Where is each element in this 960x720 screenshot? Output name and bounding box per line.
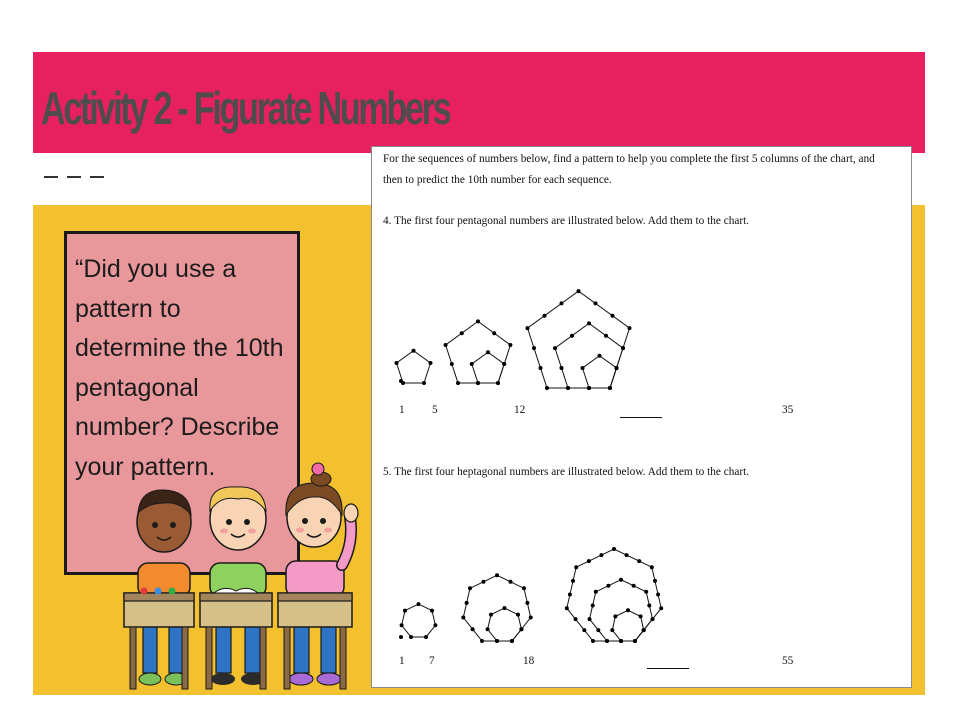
heptagonal-label: 7 bbox=[429, 655, 435, 667]
heptagon-figure-3-dot bbox=[486, 627, 490, 631]
heptagon-figure-4-dot bbox=[632, 584, 636, 588]
heptagon-figure-4-dot bbox=[610, 628, 614, 632]
worksheet-intro-line-2: then to predict the 10th number for each sequence. bbox=[383, 174, 612, 186]
heptagon-figure-3-dot bbox=[510, 639, 514, 643]
pentagon-figure-4-dot bbox=[577, 289, 581, 293]
heptagon-figure-4-dot bbox=[587, 559, 591, 563]
kid-middle bbox=[210, 487, 266, 685]
heptagon-figure-2-ring bbox=[402, 604, 436, 637]
heptagon-figure-3-dot bbox=[509, 580, 513, 584]
slide-title: Activity 2 - Figurate Numbers bbox=[41, 82, 450, 134]
pentagon-figure-4-dot bbox=[594, 301, 598, 305]
heptagon-figure-4-dot bbox=[656, 593, 660, 597]
pentagon-figure-4-dot bbox=[581, 366, 585, 370]
heptagonal-answer-blank bbox=[647, 668, 689, 669]
heptagon-figure-4-dot bbox=[642, 628, 646, 632]
pentagon-figure-3-ring bbox=[446, 321, 511, 383]
heptagon-figure-3-dot bbox=[482, 580, 486, 584]
pentagon-figure-3-dot bbox=[476, 319, 480, 323]
heptagon-figure-4-dot bbox=[659, 606, 663, 610]
pentagon-figure-3-dot bbox=[502, 362, 506, 366]
heptagon-figure-2-dot bbox=[424, 635, 428, 639]
heptagon-figure-2-dot bbox=[433, 623, 437, 627]
heptagon-figure-4-dot bbox=[571, 579, 575, 583]
pentagon-figure-3-dot bbox=[492, 331, 496, 335]
heptagonal-label: 1 bbox=[399, 655, 405, 667]
pentagonal-label: 12 bbox=[514, 404, 526, 416]
pentagon-figure-4-dot bbox=[543, 314, 547, 318]
dash bbox=[90, 176, 104, 178]
pentagon-figure-4-dot bbox=[608, 386, 612, 390]
heptagon-figure-2-dot bbox=[409, 635, 413, 639]
heptagonal-label: 55 bbox=[782, 655, 794, 667]
heptagon-figure-4-dot bbox=[626, 608, 630, 612]
heptagon-figure-3-dot bbox=[522, 586, 526, 590]
heptagon-figure-4-dot bbox=[605, 639, 609, 643]
pentagon-figure-4-dot bbox=[553, 346, 557, 350]
pentagon-figure-3-dot bbox=[460, 331, 464, 335]
heptagonal-label: 18 bbox=[523, 655, 535, 667]
pentagon-figure-3-dot bbox=[508, 343, 512, 347]
pentagon-figure-4-dot bbox=[526, 326, 530, 330]
heptagon-figure-4-dot bbox=[574, 617, 578, 621]
heptagon-figure-4-dot bbox=[633, 639, 637, 643]
heptagon-figure-4-dot bbox=[619, 639, 623, 643]
worksheet-intro-line-1: For the sequences of numbers below, find a pattern to help you complete the first 5 columns of the chart, and bbox=[383, 153, 875, 165]
heptagon-figure-1-dot bbox=[399, 635, 403, 639]
pentagon-figure-2-dot bbox=[412, 349, 416, 353]
heptagon-figure-3-dot bbox=[471, 627, 475, 631]
heptagon-figure-2-dot bbox=[430, 609, 434, 613]
heptagon-figure-2-dot bbox=[417, 602, 421, 606]
desks bbox=[124, 588, 352, 690]
kids-at-desks-illustration bbox=[118, 455, 368, 695]
heptagon-figure-4-dot bbox=[568, 593, 572, 597]
pentagon-figure-2-dot bbox=[422, 381, 426, 385]
pentagonal-heading: 4. The first four pentagonal numbers are illustrated below. Add them to the chart. bbox=[383, 215, 750, 227]
heptagon-figure-3-ring bbox=[463, 575, 530, 641]
pentagon-figure-4-dot bbox=[598, 354, 602, 358]
pentagonal-label: 35 bbox=[782, 404, 794, 416]
heptagon-figure-4-dot bbox=[565, 606, 569, 610]
heptagon-figure-4-dot bbox=[619, 578, 623, 582]
pentagon-figure-3-dot bbox=[456, 381, 460, 385]
pentagon-figure-2-ring bbox=[397, 351, 431, 383]
pentagon-figure-3-dot bbox=[486, 350, 490, 354]
kid-right bbox=[286, 463, 358, 685]
pentagon-figure-3-dot bbox=[476, 381, 480, 385]
heptagon-figure-4-dot bbox=[599, 553, 603, 557]
pentagon-figure-3-dot bbox=[444, 343, 448, 347]
pentagon-figure-4-dot bbox=[560, 301, 564, 305]
pentagon-figure-3-dot bbox=[450, 362, 454, 366]
heptagon-figure-4-dot bbox=[591, 604, 595, 608]
heptagon-figure-4-dot bbox=[613, 614, 617, 618]
pentagon-figure-4-dot bbox=[539, 366, 543, 370]
heptagon-figure-4-dot bbox=[588, 617, 592, 621]
heptagon-figure-4-dot bbox=[591, 639, 595, 643]
pentagon-figure-2-dot bbox=[429, 361, 433, 365]
heptagon-figure-2-dot bbox=[403, 609, 407, 613]
heptagon-figure-4-dot bbox=[637, 559, 641, 563]
pentagon-figure-4-dot bbox=[628, 326, 632, 330]
heptagon-figure-4-dot bbox=[596, 628, 600, 632]
heptagon-figure-2-dot bbox=[400, 623, 404, 627]
pentagon-figure-4-dot bbox=[611, 314, 615, 318]
heptagon-figure-4-dot bbox=[650, 565, 654, 569]
heptagon-figure-4-dot bbox=[606, 584, 610, 588]
heptagon-figure-3-dot bbox=[495, 639, 499, 643]
pentagon-figure-4-dot bbox=[545, 386, 549, 390]
heptagonal-heading: 5. The first four heptagonal numbers are illustrated below. Add them to the chart. bbox=[383, 466, 750, 478]
title-band bbox=[33, 52, 925, 153]
heptagon-figure-3-dot bbox=[465, 601, 469, 605]
heptagon-figure-3-dot bbox=[489, 613, 493, 617]
heptagon-figure-4-dot bbox=[582, 628, 586, 632]
heptagon-figure-4-dot bbox=[644, 590, 648, 594]
heptagon-figure-3-dot bbox=[503, 606, 507, 610]
pentagon-figure-4-dot bbox=[532, 346, 536, 350]
pentagon-figure-2-dot bbox=[401, 381, 405, 385]
pentagon-figure-3-dot bbox=[496, 381, 500, 385]
pentagon-figure-4-dot bbox=[587, 321, 591, 325]
pentagon-figure-4-dot bbox=[587, 386, 591, 390]
heptagon-figure-4-dot bbox=[612, 547, 616, 551]
pentagon-figure-4-dot bbox=[615, 366, 619, 370]
title-underline-dashes bbox=[44, 176, 106, 180]
heptagon-figure-4-dot bbox=[639, 614, 643, 618]
heptagon-figure-3-dot bbox=[468, 586, 472, 590]
dash bbox=[44, 176, 58, 178]
worksheet-panel bbox=[371, 146, 912, 688]
pentagonal-answer-blank bbox=[620, 417, 662, 418]
pentagon-figure-2-dot bbox=[395, 361, 399, 365]
heptagon-figure-3-dot bbox=[480, 639, 484, 643]
pentagon-figure-3-dot bbox=[470, 362, 474, 366]
heptagon-figure-4-dot bbox=[653, 579, 657, 583]
heptagon-figure-3-dot bbox=[461, 616, 465, 620]
heptagon-figure-3-dot bbox=[519, 627, 523, 631]
heptagon-figure-4-dot bbox=[574, 565, 578, 569]
heptagon-figure-4-dot bbox=[651, 617, 655, 621]
pentagon-figure-4-dot bbox=[570, 334, 574, 338]
heptagon-figure-4-dot bbox=[594, 590, 598, 594]
heptagon-figure-3-dot bbox=[495, 573, 499, 577]
dash bbox=[67, 176, 81, 178]
heptagon-figure-3-dot bbox=[516, 613, 520, 617]
prompt-text: “Did you use a pattern to determine the 10th pentagonal number? Describe your pattern. bbox=[75, 255, 284, 481]
pentagon-figure-4-dot bbox=[621, 346, 625, 350]
pentagon-figure-4-dot bbox=[566, 386, 570, 390]
pentagon-figure-4-dot bbox=[604, 334, 608, 338]
heptagon-figure-4-dot bbox=[647, 604, 651, 608]
pentagonal-label: 1 bbox=[399, 404, 405, 416]
pentagonal-label: 5 bbox=[432, 404, 438, 416]
heptagon-figure-4-dot bbox=[625, 553, 629, 557]
pentagon-figure-4-dot bbox=[560, 366, 564, 370]
heptagon-figure-3-dot bbox=[529, 616, 533, 620]
heptagon-figure-3-dot bbox=[525, 601, 529, 605]
